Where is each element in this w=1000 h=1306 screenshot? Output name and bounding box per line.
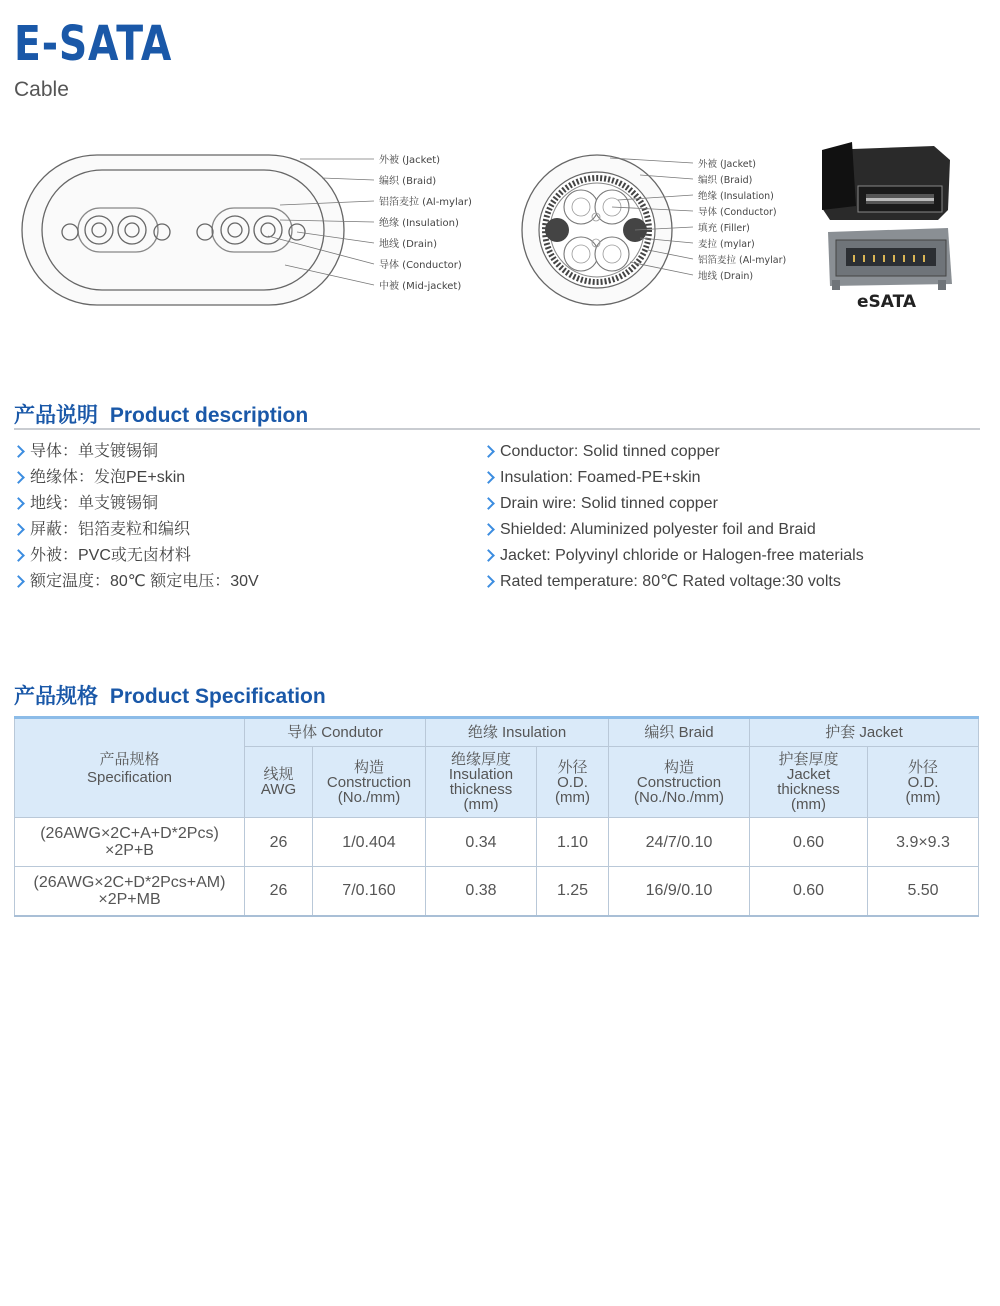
list-item-text: 屏蔽：铝箔麦粒和编织: [30, 521, 191, 538]
spec-header-braid: 编织 Braid: [609, 718, 750, 747]
spec-header-insulation-thickness: [426, 747, 537, 818]
esata-socket-image: [828, 228, 952, 290]
spec-header-insulation: 绝缘 Insulation: [426, 718, 609, 747]
header-text: O.D.: [557, 773, 588, 791]
spec-header-jacket: 护套 Jacket: [750, 718, 979, 747]
header-text: Construction: [636, 773, 722, 791]
chevron-right-icon: [12, 575, 25, 588]
spec-table: [14, 716, 979, 917]
round-label-conductor: 导体 (Conductor): [698, 207, 777, 218]
header-text: 护套厚度: [778, 751, 839, 768]
chevron-right-icon: [482, 497, 495, 510]
list-item: [484, 543, 864, 569]
spec-header-awg: [245, 747, 313, 818]
header-text: (mm): [905, 788, 941, 806]
flat-cable-cross-section: [22, 155, 344, 305]
list-item-text: 绝缘体：发泡PE+skin: [30, 469, 186, 486]
spec-cell-specification: [15, 867, 245, 916]
round-label-drain: 地线 (Drain): [698, 271, 754, 282]
flat-label-drain: 地线 (Drain): [379, 239, 438, 250]
list-item: [14, 517, 259, 543]
header-text: 产品规格: [99, 750, 160, 768]
header-text: Insulation: [448, 766, 514, 783]
cable-diagram-svg: [0, 130, 1000, 320]
cell-text: ×2P+MB: [98, 890, 161, 908]
chevron-right-icon: [12, 471, 25, 484]
chevron-right-icon: [12, 549, 25, 562]
spec-header-insulation-od: [537, 747, 609, 818]
header-text: thickness: [449, 781, 513, 798]
spec-cell-braid: 24/7/0.10: [609, 818, 750, 867]
cell-text: (26AWG×2C+D*2Pcs+AM): [33, 873, 226, 891]
list-item-text: Insulation: Foamed-PE+skin: [500, 469, 701, 486]
page-subtitle: Cable: [14, 78, 69, 101]
esata-connector-label: eSATA: [857, 292, 917, 312]
cell-text: (26AWG×2C+A+D*2Pcs): [40, 825, 219, 842]
list-item-text: Jacket: Polyvinyl chloride or Halogen-free materials: [500, 547, 864, 564]
spec-cell-insulation-od: 1.10: [537, 818, 609, 867]
chevron-right-icon: [12, 497, 25, 510]
header-text: O.D.: [907, 773, 939, 791]
flat-label-mid-jacket: 中被 (Mid-jacket): [379, 281, 462, 292]
round-label-braid: 编织 (Braid): [698, 175, 753, 186]
chevron-right-icon: [482, 445, 495, 458]
spec-title-en: Product Specification: [109, 685, 326, 708]
header-text: AWG: [260, 781, 297, 798]
chevron-right-icon: [482, 471, 495, 484]
description-title-en: Product description: [109, 404, 309, 427]
list-item-text: Conductor: Solid tinned copper: [500, 443, 720, 460]
list-item-text: 地线：单支镀锡铜: [30, 495, 159, 512]
spec-header-jacket-thickness: [750, 747, 868, 818]
chevron-right-icon: [482, 549, 495, 562]
spec-cell-awg: 26: [245, 867, 313, 916]
spec-cell-insulation-thickness: 0.34: [426, 818, 537, 867]
list-item-text: Rated temperature: 80℃ Rated voltage:30 volts: [500, 573, 841, 590]
esata-plug-image: [822, 142, 950, 220]
round-label-al-mylar: 铝箔麦拉 (Al-mylar): [698, 255, 787, 266]
spec-cell-jacket-thickness: 0.60: [750, 818, 868, 867]
header-text: 构造: [664, 758, 695, 776]
list-item: [484, 569, 864, 595]
spec-header-braid-construction: [609, 747, 750, 818]
list-item: [14, 569, 259, 595]
list-item-text: Shielded: Aluminized polyester foil and Braid: [500, 521, 816, 538]
page-title: E-SATA: [14, 16, 173, 72]
round-label-insulation: 绝缘 (Insulation): [698, 191, 774, 202]
list-item-text: Drain wire: Solid tinned copper: [500, 495, 718, 512]
spec-cell-jacket-od: 3.9×9.3: [868, 818, 979, 867]
header-text: thickness: [777, 781, 840, 798]
description-title-cn: 产品说明: [14, 404, 98, 427]
header-text: (mm): [555, 788, 590, 806]
description-list-cn: [14, 439, 259, 595]
description-section-title: [14, 399, 308, 429]
header-text: 线规: [263, 766, 294, 783]
spec-header-jacket-od: [868, 747, 979, 818]
header-text: 外径: [557, 758, 588, 776]
list-item: [14, 543, 259, 569]
chevron-right-icon: [482, 575, 495, 588]
header-text: Construction: [326, 773, 412, 791]
table-row: [15, 818, 979, 867]
spec-cell-insulation-od: 1.25: [537, 867, 609, 916]
list-item: [484, 439, 864, 465]
list-item: [484, 517, 864, 543]
spec-header-construction: [313, 747, 426, 818]
list-item: [14, 439, 259, 465]
spec-header-conductor: 导体 Condutor: [245, 718, 426, 747]
header-text: (mm): [463, 796, 499, 813]
cable-diagram: [0, 130, 1000, 325]
chevron-right-icon: [12, 445, 25, 458]
flat-label-jacket: 外被 (Jacket): [379, 155, 441, 166]
chevron-right-icon: [482, 523, 495, 536]
table-row: [15, 867, 979, 916]
spec-cell-construction: 7/0.160: [313, 867, 426, 916]
flat-label-al-mylar: 铝箔麦拉 (Al-mylar): [379, 197, 472, 208]
spec-header-specification: [15, 718, 245, 818]
header-text: (No./mm): [337, 788, 401, 806]
header-text: (No./No./mm): [634, 788, 725, 806]
header-text: (mm): [791, 796, 826, 813]
list-item-text: 外被：PVC或无卤材料: [30, 547, 191, 564]
list-item: [14, 465, 259, 491]
list-item-text: 额定温度：80℃ 额定电压：30V: [30, 573, 259, 590]
spec-cell-awg: 26: [245, 818, 313, 867]
spec-cell-construction: 1/0.404: [313, 818, 426, 867]
list-item-text: 导体：单支镀锡铜: [30, 443, 159, 460]
list-item: [484, 465, 864, 491]
header-text: 构造: [353, 758, 384, 776]
round-label-jacket: 外被 (Jacket): [698, 159, 757, 170]
spec-cell-insulation-thickness: 0.38: [426, 867, 537, 916]
header-text: Specification: [86, 768, 173, 786]
spec-cell-specification: [15, 818, 245, 867]
spec-header-row-group: [15, 718, 979, 747]
spec-section-title: [14, 680, 326, 710]
round-cable-cross-section: [522, 155, 672, 305]
round-label-filler: 填充 (Filler): [698, 223, 750, 234]
spec-title-cn: 产品规格: [14, 685, 98, 708]
list-item: [484, 491, 864, 517]
round-label-mylar: 麦拉 (mylar): [698, 239, 755, 250]
cell-text: ×2P+B: [105, 842, 154, 859]
header-text: Jacket: [786, 766, 831, 783]
description-list-en: [484, 439, 864, 595]
flat-label-braid: 编织 (Braid): [379, 176, 437, 187]
list-item: [14, 491, 259, 517]
flat-label-conductor: 导体 (Conductor): [379, 260, 462, 271]
header-text: 外径: [908, 758, 939, 776]
header-text: 绝缘厚度: [450, 751, 511, 768]
description-divider: [14, 428, 980, 430]
spec-cell-braid: 16/9/0.10: [609, 867, 750, 916]
flat-label-insulation: 绝缘 (Insulation): [379, 218, 459, 229]
spec-cell-jacket-od: 5.50: [868, 867, 979, 916]
chevron-right-icon: [12, 523, 25, 536]
spec-cell-jacket-thickness: 0.60: [750, 867, 868, 916]
